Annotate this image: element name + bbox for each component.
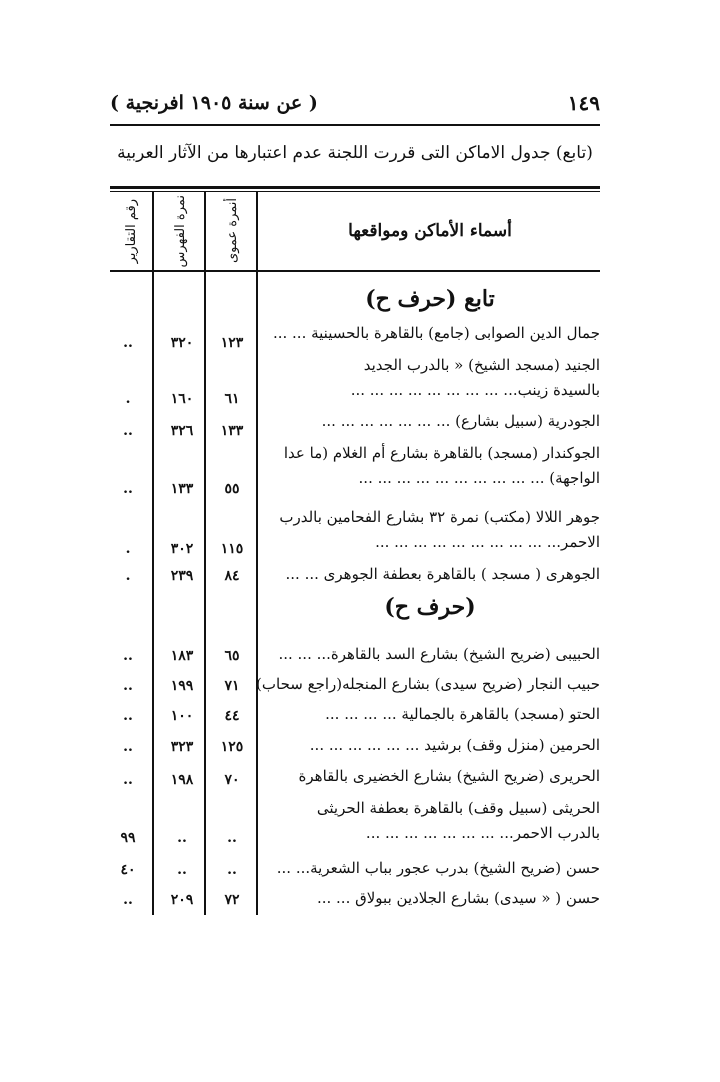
place-name: حسن (ضريح الشيخ) بدرب عجور بباب الشعرية... ...: [276, 859, 600, 877]
general-number: ٧٠: [224, 772, 240, 788]
table-row: [110, 562, 600, 590]
report-number: ..: [123, 335, 133, 351]
header-rule: [110, 124, 600, 126]
table-row: [110, 886, 600, 914]
table-row: [110, 733, 600, 761]
table-header-rule: [110, 270, 600, 272]
table-row: [110, 441, 600, 495]
report-number: .: [125, 568, 131, 584]
general-number: ٨٤: [224, 568, 240, 584]
place-name: حبيب النجار (ضريح سيدى) بشارع المنجله(راجع سحاب): [256, 675, 600, 693]
report-number: .: [125, 541, 131, 557]
page-number: ١٤٩: [567, 91, 600, 115]
general-number: ٥٥: [224, 481, 240, 497]
index-number: ٣٠٢: [170, 541, 194, 557]
report-number: .: [125, 391, 131, 407]
table-row: [110, 353, 600, 405]
column-header-names: أسماء الأماكن ومواقعها: [348, 221, 512, 241]
general-number: ٦٥: [224, 648, 240, 664]
index-number: ١٦٠: [170, 391, 194, 407]
page-header: [110, 88, 600, 118]
index-number: ٢٣٩: [170, 568, 194, 584]
general-number: ١٣٣: [220, 423, 244, 439]
index-number: ..: [177, 830, 187, 846]
report-number: ٩٩: [120, 830, 136, 846]
place-name: الحريثى (سبيل وقف) بالقاهرة بعطفة الحريثى بالدرب الاحمر... ... ... ... ... ... ... ...: [316, 799, 600, 842]
place-name: الجودرية (سبيل بشارع) ... ... ... ... ... ... ...: [321, 412, 600, 430]
report-number: ..: [123, 772, 133, 788]
table-row: [110, 702, 600, 730]
index-number: ٣٢٣: [170, 739, 194, 755]
general-number: ١٢٥: [220, 739, 244, 755]
report-number: ..: [123, 648, 133, 664]
table-row: [110, 672, 600, 700]
report-number: ..: [123, 708, 133, 724]
table-row: [110, 321, 600, 349]
table-top-rule: [110, 186, 600, 189]
index-number: ٣٢٦: [170, 423, 194, 439]
table-row: [110, 856, 600, 884]
general-number: ٦١: [224, 391, 240, 407]
section-title: تابع (حرف ح): [365, 286, 495, 312]
index-number: ١٠٠: [170, 708, 194, 724]
table-row: [110, 796, 600, 850]
place-name: الجوهرى ( مسجد ) بالقاهرة بعطفة الجوهرى ... ...: [285, 565, 600, 583]
report-number: ٤٠: [120, 862, 136, 878]
general-number: ٧٢: [224, 892, 240, 908]
report-number: ..: [123, 481, 133, 497]
place-name: الحرمين (منزل وقف) برشيد ... ... ... ... ... ...: [309, 736, 600, 754]
running-title: ( عن سنة ١٩٠٥ افرنجية ): [110, 92, 318, 114]
place-name: الحبيبى (ضريح الشيخ) بشارع السد بالقاهرة... ... ...: [278, 645, 600, 663]
table-row: [110, 764, 600, 792]
general-number: ..: [227, 862, 237, 878]
table-caption: (تابع) جدول الاماكن التى قررت اللجنة عدم اعتبارها من الآثار العربية: [117, 143, 593, 163]
column-header-index-number: نمرة الفهرس: [172, 194, 188, 268]
index-number: ٣٢٠: [170, 335, 194, 351]
table-row: [110, 409, 600, 437]
index-number: ١٣٣: [170, 481, 194, 497]
table-top-rule-thin: [110, 191, 600, 192]
place-name: الجوكندار (مسجد) بالقاهرة بشارع أم الغلام (ما عدا الواجهة) ... ... ... ... ... ... ... ... ... ...: [283, 444, 600, 487]
general-number: ١٢٣: [220, 335, 244, 351]
index-number: ..: [177, 862, 187, 878]
column-header-general-number: أنمرة عموى: [224, 198, 240, 264]
index-number: ٢٠٩: [170, 892, 194, 908]
section-title: (حرف ح): [384, 594, 476, 620]
general-number: ٤٤: [224, 708, 240, 724]
general-number: ..: [227, 830, 237, 846]
report-number: ..: [123, 739, 133, 755]
place-name: حسن ( « سيدى) بشارع الجلادين ببولاق ... ...: [316, 889, 600, 907]
column-header-report-number: رقم التقارير: [123, 198, 139, 264]
index-number: ١٨٣: [170, 648, 194, 664]
report-number: ..: [123, 678, 133, 694]
report-number: ..: [123, 423, 133, 439]
place-name: جمال الدين الصوابى (جامع) بالقاهرة بالحسينية ... ...: [272, 324, 600, 342]
table-row: [110, 505, 600, 559]
general-number: ٧١: [224, 678, 240, 694]
report-number: ..: [123, 892, 133, 908]
general-number: ١١٥: [220, 541, 244, 557]
place-name: الحريرى (ضريح الشيخ) بشارع الخضيرى بالقاهرة: [298, 767, 600, 785]
place-name: الجنيد (مسجد الشيخ) « بالدرب الجديد بالسيدة زينب... ... ... ... ... ... ... ... ...: [350, 356, 600, 399]
table-row: [110, 642, 600, 670]
place-name: الحتو (مسجد) بالقاهرة بالجمالية ... ... ... ...: [325, 705, 600, 723]
place-name: جوهر اللالا (مكتب) نمرة ٣٢ بشارع الفحامين بالدرب الاحمر... ... ... ... ... ... ... ... ... ...: [279, 508, 600, 551]
index-number: ١٩٨: [170, 772, 194, 788]
index-number: ١٩٩: [170, 678, 194, 694]
